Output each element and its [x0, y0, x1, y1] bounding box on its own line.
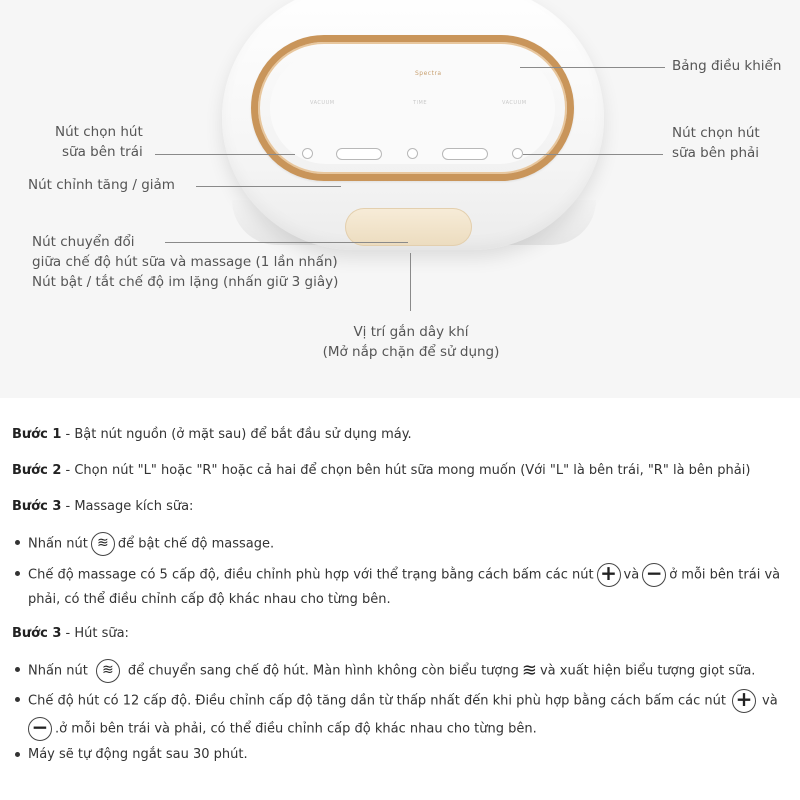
list-item: Chế độ hút có 12 cấp độ. Điều chỉnh cấp độ tăng dần từ thấp nhất đến khi phù hợp bằng cách bấm các nút + và: [12, 687, 797, 711]
label-adjust: Nút chỉnh tăng / giảm: [28, 177, 175, 193]
list-item-continued: − .ở mỗi bên trái và phải, có thể điều chỉnh cấp độ khác nhau cho từng bên.: [12, 715, 797, 739]
panel-buttons: [286, 143, 531, 165]
step-3-pump: Bước 3 - Hút sữa:: [12, 626, 129, 641]
list-item: Nhấn nút ≋ để bật chế độ massage.: [12, 530, 797, 554]
massage-wave-icon: ≋: [91, 532, 115, 556]
air-tube-port: [345, 208, 472, 246]
leader-line: [523, 154, 663, 155]
step-1: Bước 1 - Bật nút nguồn (ở mặt sau) để bắt đầu sử dụng máy.: [12, 427, 412, 442]
panel-label-right: VACUUM: [502, 100, 527, 106]
label-control-panel: Bảng điều khiển: [672, 58, 782, 74]
step-3-massage: Bước 3 - Massage kích sữa:: [12, 499, 194, 514]
label-right-select: Nút chọn hút sữa bên phải: [672, 125, 760, 161]
leader-line: [196, 186, 341, 187]
list-item: Chế độ massage có 5 cấp độ, điều chỉnh phù hợp với thể trạng bằng cách bấm các nút + và − ở mỗi bên trái và: [12, 561, 797, 585]
brand-logo: Spectra: [415, 70, 442, 77]
right-select-button: [512, 148, 523, 159]
label-left-select: Nút chọn hút sữa bên trái: [55, 124, 143, 160]
plus-circle-icon: +: [597, 563, 621, 587]
right-adjust-button: [442, 148, 488, 160]
plus-circle-icon: +: [732, 689, 756, 713]
leader-line: [155, 154, 295, 155]
minus-circle-icon: −: [642, 563, 666, 587]
step-2: Bước 2 - Chọn nút "L" hoặc "R" hoặc cả hai để chọn bên hút sữa mong muốn (Với "L" là bên trái, "R" là bên phải): [12, 463, 751, 478]
massage-wave-icon: ≋: [96, 659, 120, 683]
panel-label-center: TIME: [413, 100, 428, 106]
mode-button: [407, 148, 418, 159]
product-diagram: [0, 0, 800, 398]
leader-line: [410, 253, 411, 311]
leader-line: [520, 67, 665, 68]
panel-label-left: VACUUM: [310, 100, 335, 106]
minus-circle-icon: −: [28, 717, 52, 741]
left-select-button: [302, 148, 313, 159]
list-item: Nhấn nút ≋ để chuyển sang chế độ hút. Màn hình không còn biểu tượng ≋ và xuất hiện biểu tượng giọt sữa.: [12, 657, 797, 681]
left-adjust-button: [336, 148, 382, 160]
wave-icon: ≋: [521, 660, 537, 681]
label-mode-switch: Nút chuyển đổi giữa chế độ hút sữa và massage (1 lần nhấn) Nút bật / tắt chế độ im lặng (nhấn giữ 3 giây): [32, 234, 339, 290]
label-air-tube: Vị trí gắn dây khí (Mở nắp chặn để sử dụng): [322, 324, 500, 360]
